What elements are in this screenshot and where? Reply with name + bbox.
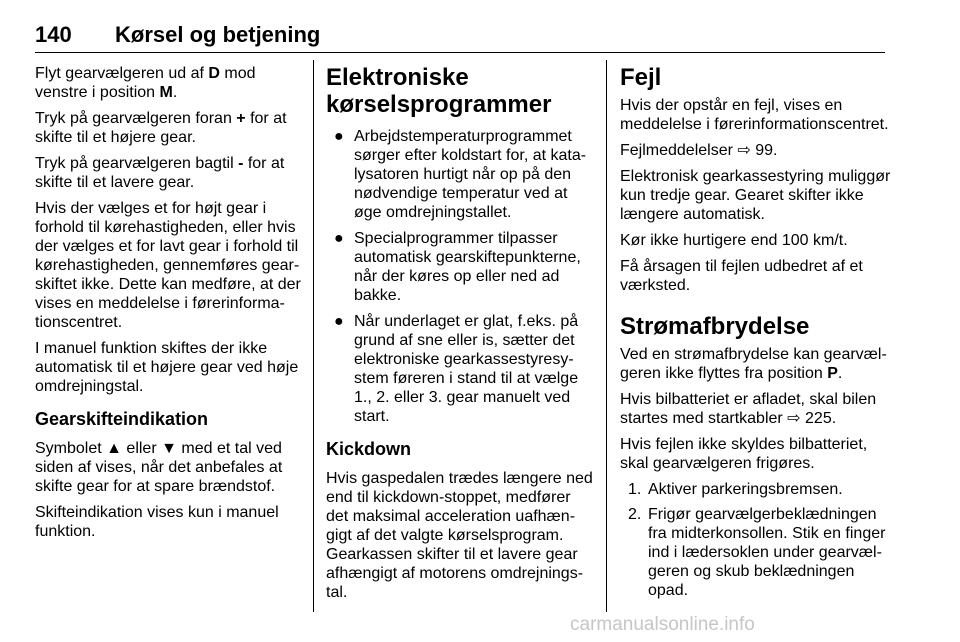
- list-item: ● Specialprogrammer tilpasser automatisk gearskiftepunkterne, når der køres op eller ned ad bakke.: [334, 230, 581, 304]
- list-item: 2. Frigør gearvælgerbeklædningen fra midterkonsollen. Stik en finger ind i lædersoklen under gearvælgeren og skub beklædningen opad.: [628, 506, 886, 599]
- paragraph: I manuel funktion skiftes der ikke automatisk til et højere gear ved høje omdrejningstal.: [35, 340, 299, 395]
- paragraph: Tryk på gearvælgeren foran + for at skifte til et højere gear.: [35, 110, 287, 146]
- page-header: [35, 22, 885, 52]
- bullet-icon: ●: [334, 313, 344, 330]
- section-heading-fault: Fejl: [620, 64, 662, 91]
- section-heading-driving-programs: Elektroniske kørselsprogrammer: [326, 64, 552, 118]
- numbered-list: [620, 480, 892, 600]
- column-divider-2: [606, 60, 607, 612]
- section-heading-gear-indicator: Gearskifteindikation: [35, 409, 209, 429]
- list-item: 1. Aktiver parkeringsbremsen.: [628, 481, 843, 498]
- column-right: [620, 64, 892, 606]
- paragraph: Hvis bilbatteriet er afladet, skal bilen startes med startkabler ⇨ 225.: [620, 391, 877, 427]
- paragraph: Hvis fejlen ikke skyldes bilbatteriet, skal gearvælgeren frigøres.: [620, 436, 868, 472]
- paragraph: Hvis der opstår en fejl, vises en meddelelse i førerinformationscentret.: [620, 97, 889, 133]
- bullet-icon: ●: [334, 230, 344, 247]
- paragraph: Flyt gearvælgeren ud af D mod venstre i position M.: [35, 65, 256, 101]
- paragraph: Hvis der vælges et for højt gear i forhold til kørehastigheden, eller hvis der vælges et for lavt gear i forhold til kørehastigheden, gennemføres gearskiftet ikke. Dette kan medføre, at der vises en meddelelse i førerinformationscentret.: [35, 200, 301, 331]
- column-middle: [326, 64, 594, 609]
- paragraph: Ved en strømafbrydelse kan gearvælgeren ikke flyttes fra position P.: [620, 346, 887, 382]
- paragraph: Tryk på gearvælgeren bagtil - for at skifte til et lavere gear.: [35, 155, 285, 191]
- list-item: ● Arbejdstemperaturprogrammet sørger efter koldstart for, at katalysatoren hurtigt når op på den nødvendige temperatur ved at øge omdrejningstallet.: [334, 128, 587, 221]
- column-divider-1: [313, 60, 314, 612]
- bullet-icon: ●: [334, 128, 344, 145]
- column-left: [35, 64, 303, 548]
- paragraph: Fejlmeddelelser ⇨ 99.: [620, 142, 778, 159]
- page-title: Kørsel og betjening: [115, 22, 321, 47]
- header-divider: [35, 52, 885, 53]
- paragraph: Elektronisk gearkassestyring muliggør kun tredje gear. Gearet skifter ikke længere automatisk.: [620, 168, 891, 223]
- paragraph: Hvis gaspedalen trædes længere ned end til kickdown-stoppet, medfører det maksimal acceleration uafhængigt af det valgte kørselsprogram. Gearkassen skifter til et lavere gear afhængigt af motorens omdrejningstal.: [326, 470, 593, 601]
- page-number: 140: [35, 22, 72, 47]
- paragraph: Kør ikke hurtigere end 100 km/t.: [620, 232, 848, 249]
- paragraph: Symbolet ▲ eller ▼ med et tal ved siden af vises, når det anbefales at skifte gear for at spare brændstof.: [35, 440, 283, 495]
- paragraph: Skifteindikation vises kun i manuel funktion.: [35, 504, 279, 540]
- section-heading-kickdown: Kickdown: [326, 439, 412, 459]
- watermark: carmanualsonline.info: [570, 614, 755, 635]
- bullet-list: [326, 127, 594, 426]
- list-item: ● Når underlaget er glat, f.eks. på grund af sne eller is, sætter det elektroniske gearkassestyresystem føreren i stand til at vælge 1., 2. eller 3. gear manuelt ved start.: [334, 313, 579, 425]
- paragraph: Få årsagen til fejlen udbedret af et værksted.: [620, 258, 863, 294]
- section-heading-power-failure: Strømafbrydelse: [620, 313, 810, 340]
